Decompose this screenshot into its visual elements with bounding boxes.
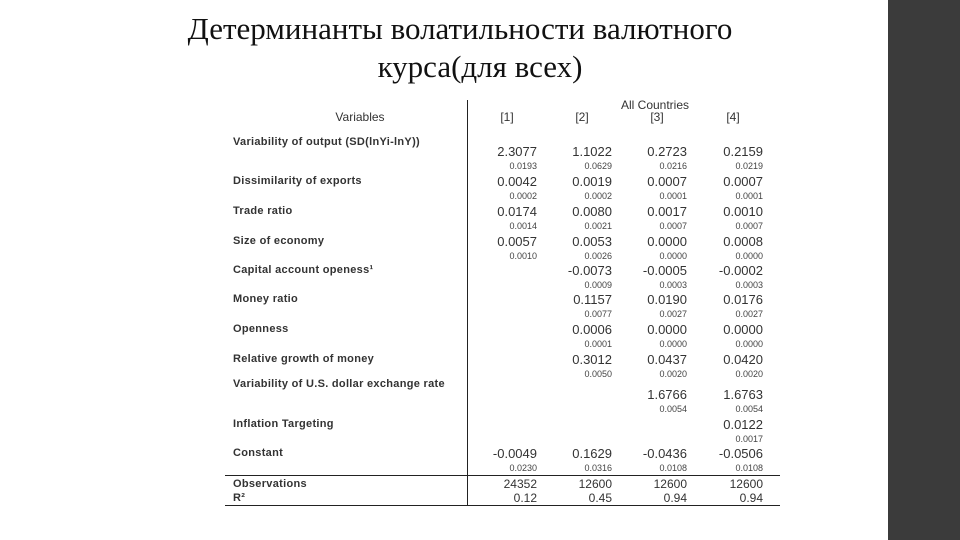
coefficient: 1.6766	[647, 387, 687, 402]
coefficient: 0.0174	[497, 204, 537, 219]
variable-label: Money ratio	[233, 293, 299, 305]
standard-error: 0.0001	[584, 339, 612, 349]
coefficient: 0.2723	[647, 144, 687, 159]
standard-error: 0.0017	[735, 434, 763, 444]
standard-error: 0.0108	[659, 463, 687, 473]
standard-error: 0.0219	[735, 161, 763, 171]
standard-error: 0.0054	[735, 404, 763, 414]
coefficient: -0.0049	[492, 446, 537, 461]
footer-value: 24352	[503, 477, 537, 491]
standard-error: 0.0002	[584, 191, 612, 201]
coefficient: 1.6763	[723, 387, 763, 402]
coefficient: 1.1022	[572, 144, 612, 159]
standard-error: 0.0050	[584, 369, 612, 379]
coefficient: 0.0042	[497, 174, 537, 189]
standard-error: 0.0001	[659, 191, 687, 201]
variable-label: Variability of output (SD(lnYi-lnY))	[233, 136, 420, 148]
standard-error: 0.0316	[584, 463, 612, 473]
coefficient: 0.0008	[723, 234, 763, 249]
column-header: [4]	[726, 110, 740, 124]
coefficient: 0.0007	[647, 174, 687, 189]
standard-error: 0.0001	[735, 191, 763, 201]
variable-label: Dissimilarity of exports	[233, 175, 362, 187]
coefficient: 0.0080	[572, 204, 612, 219]
standard-error: 0.0027	[735, 309, 763, 319]
standard-error: 0.0193	[509, 161, 537, 171]
coefficient: 0.0006	[572, 322, 612, 337]
footer-value: 0.94	[739, 491, 763, 505]
variables-header: Variables	[335, 110, 385, 124]
standard-error: 0.0077	[584, 309, 612, 319]
standard-error: 0.0009	[584, 280, 612, 290]
coefficient: 0.3012	[572, 352, 612, 367]
table-divider	[225, 475, 780, 476]
footer-value: 0.45	[588, 491, 612, 505]
standard-error: 0.0230	[509, 463, 537, 473]
coefficient: -0.0073	[567, 263, 612, 278]
footer-value: 12600	[653, 477, 687, 491]
coefficient: 0.0190	[647, 292, 687, 307]
standard-error: 0.0010	[509, 251, 537, 261]
coefficient: 0.0122	[723, 417, 763, 432]
coefficient: 0.0000	[647, 322, 687, 337]
coefficient: 0.0053	[572, 234, 612, 249]
standard-error: 0.0000	[735, 339, 763, 349]
coefficient: 0.0017	[647, 204, 687, 219]
coefficient: 0.0057	[497, 234, 537, 249]
coefficient: -0.0436	[642, 446, 687, 461]
standard-error: 0.0216	[659, 161, 687, 171]
variable-label: Variability of U.S. dollar exchange rate	[233, 378, 445, 390]
coefficient: -0.0506	[718, 446, 763, 461]
standard-error: 0.0007	[735, 221, 763, 231]
footer-value: 12600	[578, 477, 612, 491]
footer-label: Observations	[233, 478, 307, 490]
coefficient: 0.1629	[572, 446, 612, 461]
standard-error: 0.0021	[584, 221, 612, 231]
coefficient: 0.0019	[572, 174, 612, 189]
variable-label: Size of economy	[233, 235, 325, 247]
standard-error: 0.0000	[659, 251, 687, 261]
slide-title-line-1: Детерминанты волатильности валютного	[187, 11, 733, 46]
standard-error: 0.0003	[659, 280, 687, 290]
coefficient: 0.0007	[723, 174, 763, 189]
variable-label: Capital account openess¹	[233, 264, 374, 276]
variable-label: Relative growth of money	[233, 353, 375, 365]
column-header: [1]	[500, 110, 514, 124]
standard-error: 0.0003	[735, 280, 763, 290]
footer-value: 0.94	[663, 491, 687, 505]
coefficient: 0.0000	[647, 234, 687, 249]
standard-error: 0.0020	[659, 369, 687, 379]
slide-title-line-2: курса(для всех)	[377, 49, 583, 84]
coefficient: -0.0002	[718, 263, 763, 278]
standard-error: 0.0629	[584, 161, 612, 171]
variable-label: Openness	[233, 323, 289, 335]
standard-error: 0.0000	[735, 251, 763, 261]
standard-error: 0.0002	[509, 191, 537, 201]
coefficient: 0.1157	[573, 292, 612, 307]
coefficient: 0.0000	[723, 322, 763, 337]
coefficient: 0.0176	[723, 292, 763, 307]
column-header: [3]	[650, 110, 664, 124]
column-header: [2]	[575, 110, 589, 124]
variable-label: Inflation Targeting	[233, 418, 334, 430]
slide-sidebar-band	[888, 0, 960, 540]
coefficient: 0.0010	[723, 204, 763, 219]
footer-value: 12600	[729, 477, 763, 491]
variable-label: Trade ratio	[233, 205, 293, 217]
footer-value: 0.12	[513, 491, 537, 505]
table-bottom-border	[225, 505, 780, 506]
standard-error: 0.0007	[659, 221, 687, 231]
coefficient: 0.2159	[723, 144, 763, 159]
coefficient: 2.3077	[497, 144, 537, 159]
footer-label: R²	[233, 492, 246, 504]
standard-error: 0.0108	[735, 463, 763, 473]
coefficient: 0.0437	[647, 352, 687, 367]
standard-error: 0.0026	[584, 251, 612, 261]
slide-title	[100, 10, 860, 86]
standard-error: 0.0020	[735, 369, 763, 379]
standard-error: 0.0027	[659, 309, 687, 319]
standard-error: 0.0054	[659, 404, 687, 414]
group-header: All Countries	[620, 98, 690, 112]
standard-error: 0.0014	[509, 221, 537, 231]
coefficient: -0.0005	[642, 263, 687, 278]
variable-label: Constant	[233, 447, 284, 459]
coefficient: 0.0420	[723, 352, 763, 367]
standard-error: 0.0000	[659, 339, 687, 349]
